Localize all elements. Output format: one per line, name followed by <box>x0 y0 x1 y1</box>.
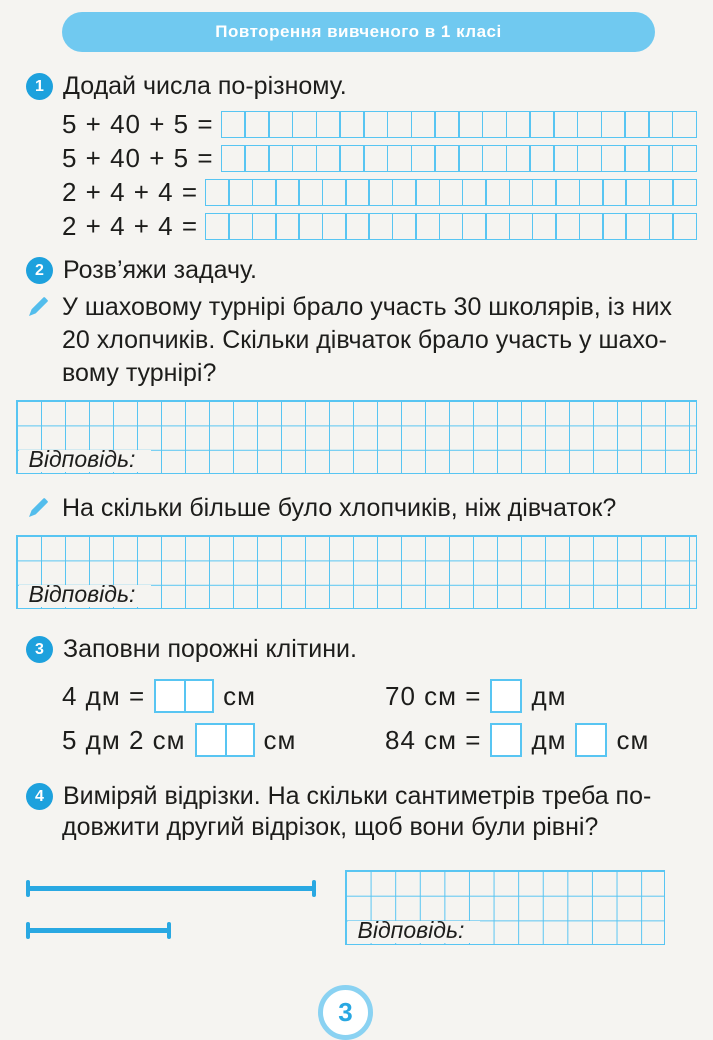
answer-cell[interactable] <box>244 111 269 138</box>
fill-in-cell[interactable] <box>156 681 184 711</box>
answer-cell[interactable] <box>555 213 580 240</box>
problem-1-block <box>26 291 697 390</box>
answer-cell[interactable] <box>672 213 697 240</box>
answer-cell[interactable] <box>462 179 487 206</box>
answer-cell[interactable] <box>672 111 697 138</box>
answer-cell[interactable] <box>529 145 554 172</box>
answer-cell[interactable] <box>292 145 317 172</box>
answer-label: Відповідь: <box>19 585 152 607</box>
lesson-title: Повторення вивченого в 1 класі <box>215 22 502 41</box>
answer-cell[interactable] <box>292 111 317 138</box>
answer-cell[interactable] <box>411 145 436 172</box>
equation-label: 5 + 40 + 5 = <box>62 109 214 139</box>
task-2-title: Розв’яжи задачу. <box>63 256 257 284</box>
conversion-item <box>62 679 385 713</box>
answer-cell[interactable] <box>601 111 626 138</box>
answer-cell[interactable] <box>316 111 341 138</box>
answer-cell[interactable] <box>345 213 370 240</box>
task-3-number-badge: 3 <box>26 636 53 663</box>
answer-cell[interactable] <box>392 179 417 206</box>
problem-1-line: 20 хлопчиків. Скільки дівчаток брало участь у шахо- <box>62 326 667 354</box>
problem-1-work-grid[interactable] <box>16 400 697 474</box>
equation-label: 2 + 4 + 4 = <box>62 211 199 241</box>
answer-cell[interactable] <box>602 179 627 206</box>
equation-row <box>62 111 697 138</box>
answer-cell[interactable] <box>482 111 507 138</box>
pencil-icon <box>26 507 50 524</box>
task-4-header <box>26 782 713 811</box>
fill-in-cell[interactable] <box>577 725 605 755</box>
segment-2 <box>27 928 170 933</box>
problem-2-text <box>62 492 616 525</box>
answer-cell[interactable] <box>339 111 364 138</box>
answer-cell[interactable] <box>485 179 510 206</box>
answer-cell[interactable] <box>415 213 440 240</box>
answer-cell[interactable] <box>244 145 269 172</box>
answer-cell[interactable] <box>625 179 650 206</box>
answer-cell[interactable] <box>509 179 534 206</box>
answer-cell[interactable] <box>648 111 673 138</box>
equation-list <box>62 111 697 240</box>
answer-cell[interactable] <box>509 213 534 240</box>
problem-2-block <box>26 492 697 525</box>
task-4-answer-grid[interactable] <box>345 870 665 945</box>
answer-cell[interactable] <box>672 145 697 172</box>
answer-cell[interactable] <box>316 145 341 172</box>
conversion-item <box>385 723 649 757</box>
answer-cell[interactable] <box>298 213 323 240</box>
conversion-text: дм <box>531 724 567 755</box>
answer-cell[interactable] <box>221 145 246 172</box>
page-number: 3 <box>338 997 353 1027</box>
answer-cell[interactable] <box>415 179 440 206</box>
conversion-text: 4 дм = <box>62 680 146 711</box>
answer-cell[interactable] <box>672 179 697 206</box>
fill-in-cell[interactable] <box>492 681 520 711</box>
answer-cell[interactable] <box>387 111 412 138</box>
conversion-text: см <box>263 724 297 755</box>
equation-row <box>62 145 697 172</box>
answer-cell[interactable] <box>555 179 580 206</box>
problem-2-line: На скільки більше було хлопчиків, ніж дівчаток? <box>62 494 617 522</box>
equation-label: 5 + 40 + 5 = <box>62 143 214 173</box>
answer-cell[interactable] <box>579 213 604 240</box>
answer-label: Відповідь: <box>19 450 152 472</box>
conversion-item <box>62 723 385 757</box>
task-4-title-line: Виміряй відрізки. На скільки сантиметрів треба по- <box>63 782 652 810</box>
conversion-text: 5 дм 2 см <box>62 724 186 755</box>
answer-cell[interactable] <box>579 179 604 206</box>
lesson-title-banner <box>62 12 655 52</box>
problem-2-work-grid[interactable] <box>16 535 697 609</box>
fill-in-box[interactable] <box>575 723 607 757</box>
answer-cell[interactable] <box>649 179 674 206</box>
task-2-number-badge: 2 <box>26 257 53 284</box>
equation-row <box>62 213 697 240</box>
fill-in-box[interactable] <box>195 723 255 757</box>
answer-cell[interactable] <box>458 145 483 172</box>
equation-answer-cells[interactable] <box>221 111 697 138</box>
answer-cell[interactable] <box>553 145 578 172</box>
answer-cell[interactable] <box>649 213 674 240</box>
answer-cell[interactable] <box>532 179 557 206</box>
conversion-text: 70 см = <box>385 680 482 711</box>
task-3-header <box>26 635 713 664</box>
equation-answer-cells[interactable] <box>205 179 697 206</box>
answer-cell[interactable] <box>275 213 300 240</box>
answer-cell[interactable] <box>322 179 347 206</box>
answer-cell[interactable] <box>322 213 347 240</box>
conversion-text: дм <box>531 680 567 711</box>
answer-cell[interactable] <box>363 111 388 138</box>
task-4-title-line: довжити другий відрізок, щоб вони були рівні? <box>62 813 599 841</box>
answer-cell[interactable] <box>345 179 370 206</box>
problem-1-line: вому турнірі? <box>62 359 217 387</box>
answer-cell[interactable] <box>228 213 253 240</box>
page-number-badge <box>318 985 373 1040</box>
fill-in-cell[interactable] <box>184 681 212 711</box>
answer-cell[interactable] <box>624 145 649 172</box>
answer-cell[interactable] <box>339 145 364 172</box>
answer-cell[interactable] <box>411 111 436 138</box>
answer-cell[interactable] <box>221 111 246 138</box>
answer-cell[interactable] <box>228 179 253 206</box>
task-4-number-badge: 4 <box>26 783 53 810</box>
fill-in-box[interactable] <box>154 679 214 713</box>
conversion-text: см <box>616 724 650 755</box>
equation-row <box>62 179 697 206</box>
answer-cell[interactable] <box>298 179 323 206</box>
segments-figure <box>27 870 345 945</box>
conversion-text: см <box>223 680 257 711</box>
task-1-number-badge: 1 <box>26 73 53 100</box>
task-4-work-area <box>27 870 697 945</box>
answer-cell[interactable] <box>439 179 464 206</box>
fill-in-box[interactable] <box>490 679 522 713</box>
answer-cell[interactable] <box>439 213 464 240</box>
fill-in-cell[interactable] <box>225 725 253 755</box>
answer-cell[interactable] <box>624 111 649 138</box>
answer-cell[interactable] <box>205 213 230 240</box>
conversion-item <box>385 679 566 713</box>
answer-cell[interactable] <box>392 213 417 240</box>
answer-cell[interactable] <box>268 145 293 172</box>
answer-cell[interactable] <box>485 213 510 240</box>
problem-1-text <box>62 291 672 390</box>
answer-cell[interactable] <box>368 179 393 206</box>
answer-cell[interactable] <box>434 145 459 172</box>
equation-answer-cells[interactable] <box>221 145 697 172</box>
answer-cell[interactable] <box>601 145 626 172</box>
answer-cell[interactable] <box>506 145 531 172</box>
pencil-icon <box>26 306 50 323</box>
answer-cell[interactable] <box>205 179 230 206</box>
conversion-text: 84 см = <box>385 724 482 755</box>
answer-label: Відповідь: <box>348 921 481 943</box>
fill-row <box>62 718 713 762</box>
fill-in-cell[interactable] <box>197 725 225 755</box>
task-1-title: Додай числа по-різному. <box>63 72 347 100</box>
answer-cell[interactable] <box>252 213 277 240</box>
fill-in-box[interactable] <box>490 723 522 757</box>
segment-1 <box>27 886 315 891</box>
answer-cell[interactable] <box>387 145 412 172</box>
answer-cell[interactable] <box>252 179 277 206</box>
problem-1-line: У шаховому турнірі брало участь 30 школярів, із них <box>62 293 672 321</box>
fill-in-cell[interactable] <box>492 725 520 755</box>
answer-cell[interactable] <box>648 145 673 172</box>
answer-cell[interactable] <box>553 111 578 138</box>
answer-cell[interactable] <box>577 145 602 172</box>
answer-cell[interactable] <box>577 111 602 138</box>
answer-cell[interactable] <box>602 213 627 240</box>
answer-cell[interactable] <box>275 179 300 206</box>
answer-cell[interactable] <box>268 111 293 138</box>
answer-cell[interactable] <box>625 213 650 240</box>
answer-cell[interactable] <box>506 111 531 138</box>
task-2-header <box>26 256 713 285</box>
equation-answer-cells[interactable] <box>205 213 697 240</box>
answer-cell[interactable] <box>462 213 487 240</box>
answer-cell[interactable] <box>368 213 393 240</box>
answer-cell[interactable] <box>434 111 459 138</box>
fill-row <box>62 674 713 718</box>
answer-cell[interactable] <box>458 111 483 138</box>
answer-cell[interactable] <box>529 111 554 138</box>
answer-cell[interactable] <box>482 145 507 172</box>
answer-cell[interactable] <box>532 213 557 240</box>
task-1-header <box>26 72 713 101</box>
answer-cell[interactable] <box>363 145 388 172</box>
equation-label: 2 + 4 + 4 = <box>62 177 199 207</box>
task-3-title: Заповни порожні клітини. <box>63 635 357 663</box>
